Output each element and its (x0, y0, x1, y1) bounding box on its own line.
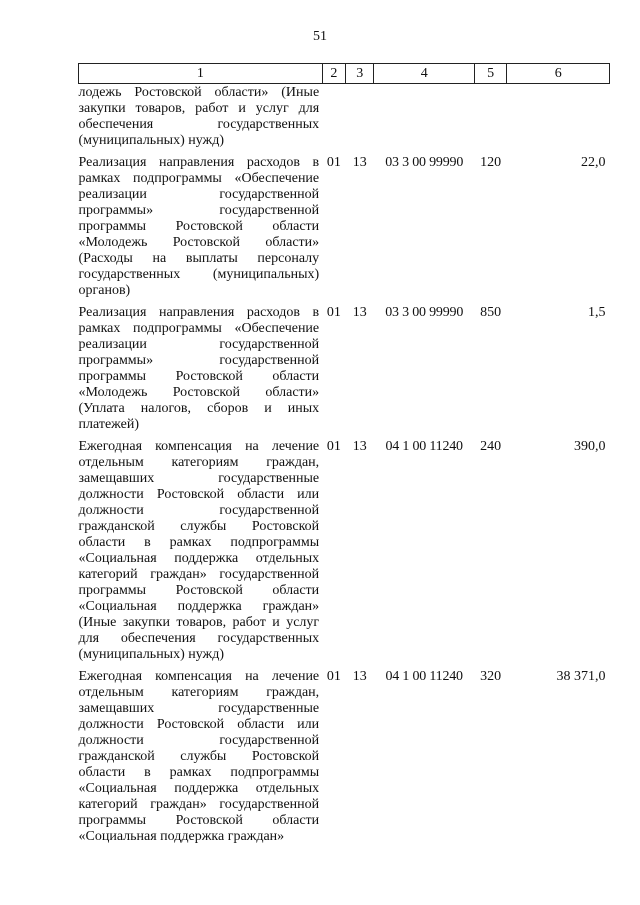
row-section: 01 (326, 305, 341, 320)
row-expense-type: 320 (480, 669, 502, 684)
column-header-4: 4 (374, 64, 475, 84)
row-article (374, 84, 475, 150)
row-article: 03 3 00 99990 (385, 155, 464, 170)
row-amount: 38 371,0 (556, 669, 606, 684)
row-amount: 22,0 (581, 155, 606, 170)
table-row (79, 299, 610, 433)
row-article: 04 1 00 11240 (385, 669, 463, 684)
table-row (79, 84, 610, 150)
column-header-1: 1 (79, 64, 323, 84)
column-header-6: 6 (507, 64, 610, 84)
row-name: Ежегодная компенсация на лечение отдельным категориям граждан, замещавших государственные должности Ростовской области или должности государственной гражданской службы Ростовской области в рамках подпрограммы «Социальная поддержка отдельных категорий граждан» государственной программы Ростовской области «Социальная поддержка граждан» (Иные закупки товаров, работ и услуг для обеспечения государственных (муниципальных) нужд) (78, 439, 320, 662)
page-number: 51 (313, 29, 327, 44)
row-name: Реализация направления расходов в рамках подпрограммы «Обеспечение реализации государственной программы» государственной программы Ростовской области «Молодежь Ростовской области» (Расходы на выплаты персоналу государственных (муниципальных) органов) (78, 155, 320, 298)
row-name: Ежегодная компенсация на лечение отдельным категориям граждан, замещавших государственные должности Ростовской области или должности государственной гражданской службы Ростовской области в рамках подпрограммы «Социальная поддержка отдельных категорий граждан» государственной программы Ростовской области «Социальная поддержка граждан» (78, 669, 320, 844)
row-expense-type: 850 (480, 305, 502, 320)
row-amount (507, 84, 610, 150)
column-header-2: 2 (322, 64, 345, 84)
table-header-row (79, 64, 610, 84)
row-expense-type: 240 (480, 439, 502, 454)
row-subsection (346, 84, 374, 150)
row-subsection: 13 (352, 439, 367, 454)
row-section (322, 84, 345, 150)
row-expense-type: 120 (480, 155, 502, 170)
row-section: 01 (326, 439, 341, 454)
column-header-3: 3 (346, 64, 374, 84)
row-expense-type (474, 84, 506, 150)
row-amount: 1,5 (588, 305, 606, 320)
budget-table (78, 63, 610, 845)
row-article: 03 3 00 99990 (385, 305, 464, 320)
row-name: лодежь Ростовской области» (Иные закупки товаров, работ и услуг для обеспечения государственных (муниципальных) нужд) (78, 85, 320, 148)
row-section: 01 (326, 669, 341, 684)
table-row (79, 433, 610, 663)
row-section: 01 (326, 155, 341, 170)
row-subsection: 13 (352, 305, 367, 320)
column-header-5: 5 (474, 64, 506, 84)
row-amount: 390,0 (574, 439, 606, 454)
row-subsection: 13 (352, 155, 367, 170)
table-row (79, 149, 610, 299)
row-subsection: 13 (352, 669, 367, 684)
row-name: Реализация направления расходов в рамках подпрограммы «Обеспечение реализации государственной программы» государственной программы Ростовской области «Молодежь Ростовской области» (Уплата налогов, сборов и иных платежей) (78, 305, 320, 432)
table-row (79, 663, 610, 845)
row-article: 04 1 00 11240 (385, 439, 463, 454)
